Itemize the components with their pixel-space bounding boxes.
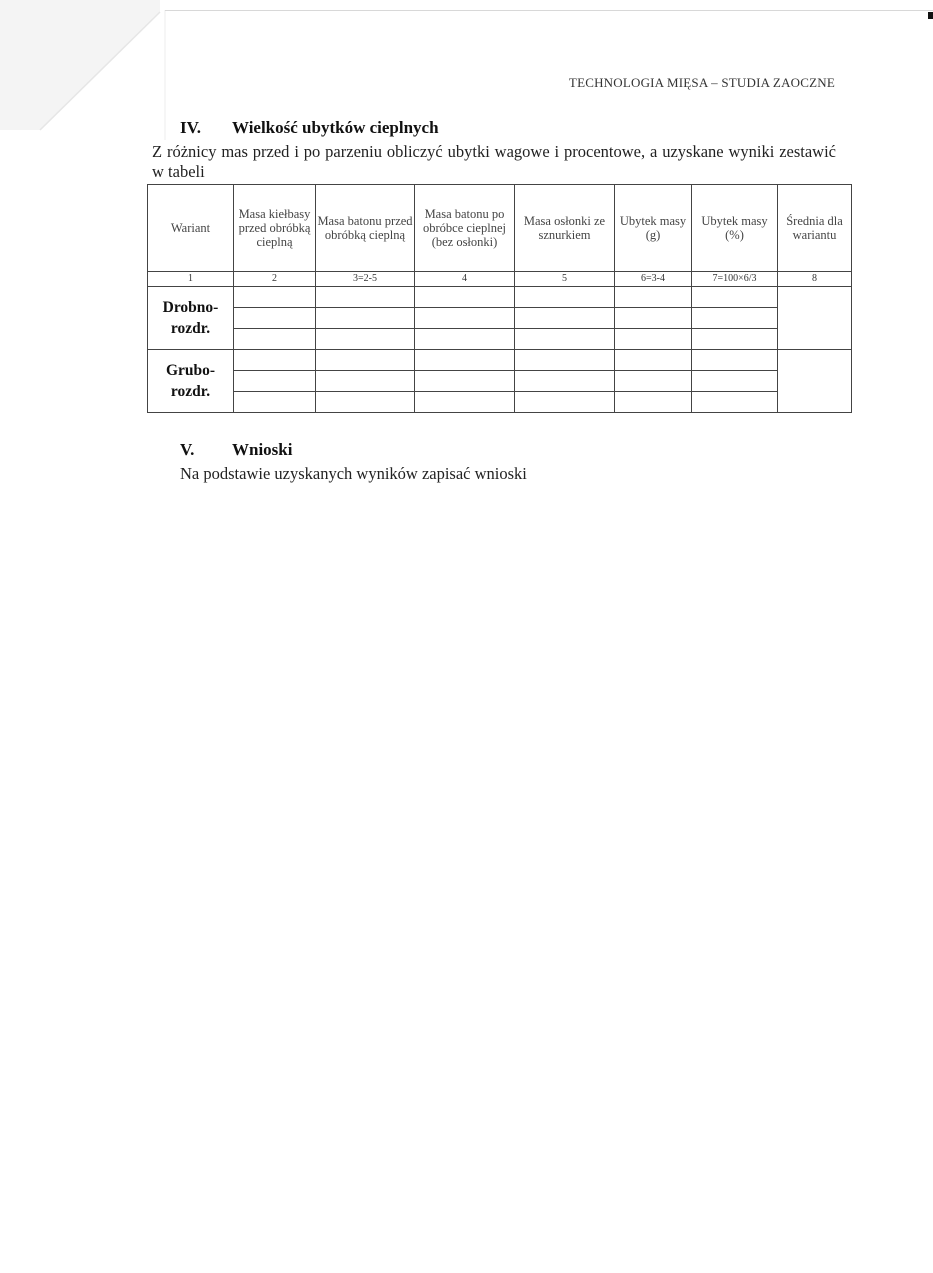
section-iv-heading <box>180 118 439 138</box>
section-v-title: Wnioski <box>232 440 293 459</box>
group-label-line: rozdr. <box>170 320 211 337</box>
table-cell[interactable] <box>234 329 316 350</box>
section-v-text: Na podstawie uzyskanych wyników zapisać wnioski <box>180 464 527 483</box>
col-header-masa-batonu-przed: Masa batonu przed obróbką cieplną <box>316 185 415 272</box>
table-cell[interactable] <box>692 392 778 413</box>
table-cell[interactable] <box>415 350 515 371</box>
section-iv-title: Wielkość ubytków cieplnych <box>232 118 439 137</box>
table-cell[interactable] <box>615 329 692 350</box>
group-label-drobno <box>148 287 234 350</box>
table-cell[interactable] <box>515 350 615 371</box>
table-cell[interactable] <box>415 287 515 308</box>
table-cell[interactable] <box>615 371 692 392</box>
table-row <box>148 308 852 329</box>
table-cell[interactable] <box>316 392 415 413</box>
col-header-wariant: Wariant <box>148 185 234 272</box>
table-cell[interactable] <box>615 392 692 413</box>
col-header-srednia: Średnia dla wariantu <box>778 185 852 272</box>
table-cell[interactable] <box>515 392 615 413</box>
table-cell[interactable] <box>615 350 692 371</box>
table-cell[interactable] <box>316 329 415 350</box>
average-cell[interactable] <box>778 350 852 413</box>
table-cell[interactable] <box>234 350 316 371</box>
col-number: 6=3-4 <box>615 272 692 287</box>
col-number: 5 <box>515 272 615 287</box>
table-cell[interactable] <box>234 371 316 392</box>
col-header-ubytek-procent: Ubytek masy (%) <box>692 185 778 272</box>
average-cell[interactable] <box>778 287 852 350</box>
table-cell[interactable] <box>615 287 692 308</box>
section-v-number: V. <box>180 440 195 459</box>
col-number: 7=100×6/3 <box>692 272 778 287</box>
table-cell[interactable] <box>316 287 415 308</box>
table-header-row <box>148 185 852 272</box>
col-number: 8 <box>778 272 852 287</box>
table-cell[interactable] <box>692 308 778 329</box>
group-label-line: Drobno- <box>162 299 219 316</box>
table-cell[interactable] <box>692 329 778 350</box>
heat-loss-table <box>147 184 852 413</box>
scan-edge-mark <box>928 12 933 19</box>
col-number: 2 <box>234 272 316 287</box>
table-row <box>148 392 852 413</box>
table-cell[interactable] <box>692 371 778 392</box>
table-row <box>148 371 852 392</box>
col-header-ubytek-g: Ubytek masy (g) <box>615 185 692 272</box>
group-label-line: Grubo- <box>165 362 216 379</box>
group-label-line: rozdr. <box>170 383 211 400</box>
col-header-masa-oslonki: Masa osłonki ze sznurkiem <box>515 185 615 272</box>
section-iv-instructions: Z różnicy mas przed i po parzeniu obliczyć ubytki wagowe i procentowe, a uzyskane wyniki zestawić w tabeli <box>152 142 836 181</box>
table-cell[interactable] <box>316 350 415 371</box>
folded-corner-shadow <box>0 0 170 140</box>
table-cell[interactable] <box>515 308 615 329</box>
section-iv-number: IV. <box>180 118 201 137</box>
table-cell[interactable] <box>415 371 515 392</box>
col-number: 3=2-5 <box>316 272 415 287</box>
table-cell[interactable] <box>615 308 692 329</box>
group-label-grubo <box>148 350 234 413</box>
table-cell[interactable] <box>692 350 778 371</box>
col-number: 4 <box>415 272 515 287</box>
column-number-row <box>148 272 852 287</box>
table-cell[interactable] <box>692 287 778 308</box>
table-cell[interactable] <box>415 308 515 329</box>
table-cell[interactable] <box>515 287 615 308</box>
section-v-heading <box>180 440 292 460</box>
col-header-masa-batonu-po: Masa batonu po obróbce cieplnej (bez osłonki) <box>415 185 515 272</box>
running-header: TECHNOLOGIA MIĘSA – STUDIA ZAOCZNE <box>568 75 835 90</box>
table-cell[interactable] <box>234 392 316 413</box>
col-number: 1 <box>148 272 234 287</box>
table-cell[interactable] <box>234 308 316 329</box>
table-cell[interactable] <box>515 329 615 350</box>
col-header-masa-kielbasy: Masa kiełbasy przed obróbką cieplną <box>234 185 316 272</box>
table-cell[interactable] <box>316 371 415 392</box>
table-cell[interactable] <box>316 308 415 329</box>
table-cell[interactable] <box>415 329 515 350</box>
table-cell[interactable] <box>234 287 316 308</box>
scan-edge-line <box>165 10 933 11</box>
table-row <box>148 287 852 308</box>
table-row <box>148 329 852 350</box>
table-cell[interactable] <box>515 371 615 392</box>
table-row <box>148 350 852 371</box>
table-cell[interactable] <box>415 392 515 413</box>
